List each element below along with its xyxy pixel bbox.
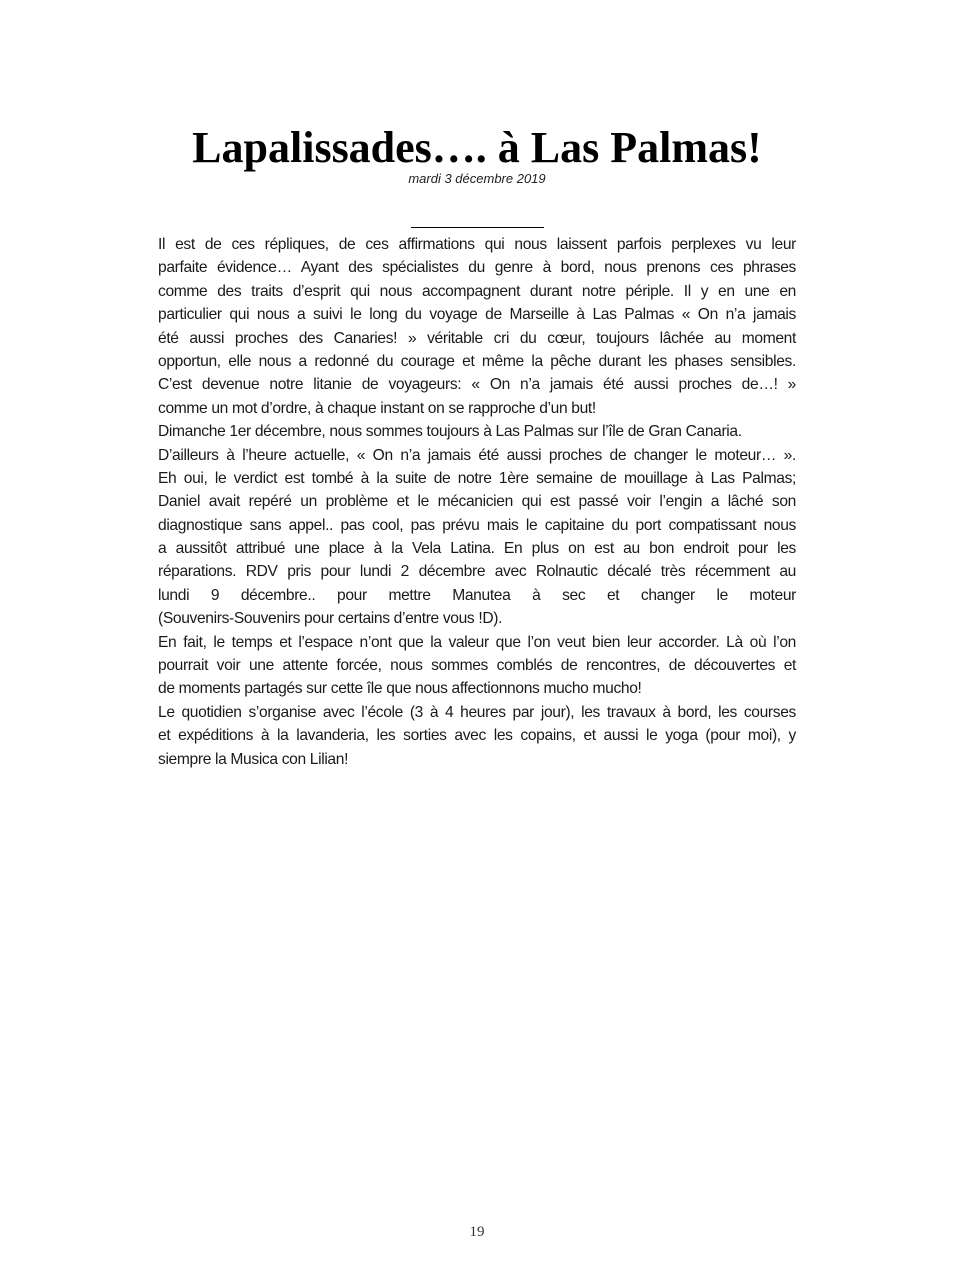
article-body — [158, 233, 796, 771]
body-text-line: siempre la Musica con Lilian! — [158, 750, 349, 768]
body-text-line: C’est devenue notre litanie de voyageurs: « On n’a jamais été aussi proches de…! » — [158, 376, 796, 394]
article-date: mardi 3 décembre 2019 — [408, 171, 546, 186]
body-text-line: comme un mot d’ordre, à chaque instant on se rapproche d’un but! — [158, 399, 596, 417]
body-text-line: Dimanche 1er décembre, nous sommes toujours à Las Palmas sur l’île de Gran Canaria. — [158, 423, 742, 441]
body-text-line: réparations. RDV pris pour lundi 2 décembre avec Rolnautic décalé très récemment au — [158, 563, 796, 581]
body-text-line: opportun, elle nous a redonné du courage et même la pêche durant les phases sensibles. — [158, 352, 796, 370]
body-text-line: Daniel avait repéré un problème et le mécanicien qui est passé voir l’engin a lâché son — [158, 493, 796, 511]
body-text-line: D’ailleurs à l’heure actuelle, « On n’a jamais été aussi proches de changer le moteur… ». — [158, 446, 796, 464]
body-text-line: été aussi proches des Canaries! » véritable cri du cœur, toujours lâchée au moment — [158, 329, 796, 347]
body-text-line: lundi 9 décembre.. pour mettre Manutea à sec et changer le moteur — [158, 586, 796, 604]
title-divider — [411, 227, 544, 228]
body-text-line: En fait, le temps et l’espace n’ont que la valeur que l’on veut bien leur accorder. Là où l’on — [158, 633, 796, 651]
body-text-line: et expéditions à la lavanderia, les sorties avec les copains, et aussi le yoga (pour moi), y — [158, 727, 796, 745]
body-text-line: Eh oui, le verdict est tombé à la suite de notre 1ère semaine de mouillage à Las Palmas; — [158, 469, 796, 487]
article-title: Lapalissades…. à Las Palmas! — [192, 123, 762, 172]
body-text-line: a aussitôt attribué une place à la Vela Latina. En plus on est au bon endroit pour les — [158, 540, 796, 558]
body-text-line: particulier qui nous a suivi le long du voyage de Marseille à Las Palmas « On n’a jamais — [158, 306, 796, 324]
body-text-line: diagnostique sans appel.. pas cool, pas prévu mais le capitaine du port compatissant nous — [158, 516, 796, 534]
body-text-line: (Souvenirs-Souvenirs pour certains d’entre vous !D). — [158, 610, 503, 628]
body-text-line: Le quotidien s’organise avec l’école (3 à 4 heures par jour), les travaux à bord, les courses — [158, 703, 796, 721]
page-number: 19 — [469, 1224, 485, 1240]
body-text-line: parfaite évidence… Ayant des spécialistes du genre à bord, nous prenons ces phrases — [158, 259, 796, 277]
body-text-line: de moments partagés sur cette île que nous affectionnons mucho mucho! — [158, 680, 642, 698]
body-text-line: Il est de ces répliques, de ces affirmations qui nous laissent parfois perplexes vu leur — [158, 236, 796, 253]
body-text-line: pourrait voir une attente forcée, nous sommes comblés de rencontres, de découvertes et — [158, 657, 796, 675]
body-text-line: comme des traits d’esprit qui nous accompagnent durant notre périple. Il y en une en — [158, 282, 796, 300]
